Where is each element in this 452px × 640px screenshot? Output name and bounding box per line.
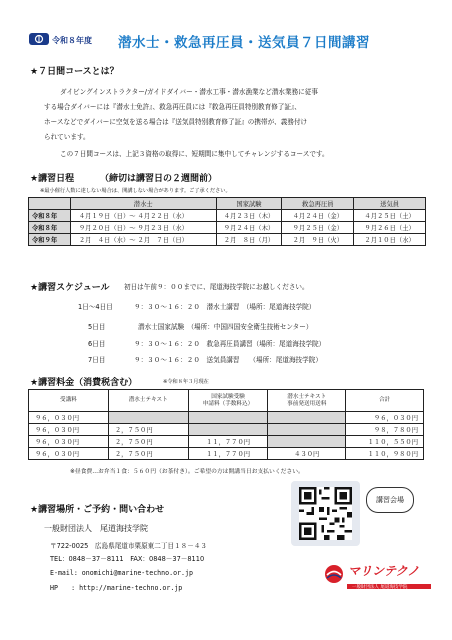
schedule-cell: ９月２５日（金） — [282, 222, 354, 234]
schedule-cell: ２月 ９日（火） — [282, 234, 354, 246]
contact-title: ★講習場所・ご予約・問い合わせ — [30, 505, 165, 515]
timetable-day: 7日目 — [88, 356, 106, 364]
contact-phone: TEL：0848－37－8111 FAX：0848－37－8110 — [50, 555, 205, 563]
schedule-cell: ４月１９日（日）～ ４月２２日（水） — [70, 210, 216, 222]
schedule-cell: 令和８年 — [29, 222, 71, 234]
fees-header-cell: 受講料 — [29, 390, 109, 412]
timetable-note: 初日は午前９：００までに、尾道海技学院にお越しください。 — [124, 283, 309, 291]
schedule-header-cell — [29, 198, 71, 210]
schedule-cell: ２月１０日（水） — [354, 234, 426, 246]
schedule-table — [28, 197, 426, 246]
table-row — [29, 424, 424, 436]
fees-cell — [268, 412, 346, 424]
schedule-cell: ２月 ４日（水）～ ２月 ７日（日） — [70, 234, 216, 246]
table-row — [29, 448, 424, 460]
fees-cell — [268, 424, 346, 436]
fees-cell: ４３０円 — [268, 448, 346, 460]
fees-footnote: ※昼食費…お弁当１食：５６０円（お茶付き）。ご希望の方は開講当日お支払いください。 — [70, 469, 304, 475]
fees-cell — [188, 424, 268, 436]
fees-cell: １１０，９８０円 — [346, 448, 424, 460]
header-year: 令和８年度 — [52, 36, 92, 45]
timetable-day: 1日～4日目 — [78, 303, 113, 311]
fees-cell: ９６，０３０円 — [29, 436, 109, 448]
schedule-cell: ９月２６日（土） — [354, 222, 426, 234]
logo-subtext: 一般財団法人 尾道海技学院 — [352, 585, 408, 590]
schedule-cell: ９月２４日（木） — [216, 222, 282, 234]
contact-org: 一般財団法人 尾道海技学院 — [44, 524, 148, 533]
timetable-text: ９：３０～１６：２０ 救急再圧員講習（場所：尾道海技学院） — [134, 340, 326, 348]
schedule-header-cell: 潜水士 — [70, 198, 216, 210]
fees-cell — [108, 412, 188, 424]
table-row — [29, 436, 424, 448]
fees-cell: ９６，０３０円 — [346, 412, 424, 424]
fees-cell — [188, 412, 268, 424]
timetable-text: 潜水士国家試験 （場所：中国四国安全衛生技術センター） — [138, 323, 313, 331]
fees-cell: １１，７７０円 — [188, 448, 268, 460]
fees-header-cell: 国家試験受験 申請料（手数料込） — [188, 390, 268, 412]
fees-cell: １１０，５５０円 — [346, 436, 424, 448]
timetable-day: 6日目 — [88, 340, 106, 348]
contact-hp-link[interactable]: HP : http://marine-techno.or.jp — [50, 584, 183, 592]
schedule-cell: ４月２３日（木） — [216, 210, 282, 222]
schedule-note: ※最小催行人数に達しない場合は、開講しない場合があります。ご了承ください。 — [40, 188, 231, 194]
fees-header-row — [29, 390, 424, 412]
timetable-title: ★講習スケジュール — [30, 283, 110, 293]
timetable-text: ９：３０～１６：２０ 潜水士講習 （場所：尾道海技学院） — [134, 303, 316, 311]
anchor-emblem-icon — [28, 32, 50, 46]
contact-email-link[interactable]: E-mail: onomichi@marine-techno.or.jp — [50, 569, 193, 577]
fees-cell — [268, 436, 346, 448]
fees-header-cell: 合計 — [346, 390, 424, 412]
fees-cell: １１，７７０円 — [188, 436, 268, 448]
logo-text: マリンテクノ — [348, 564, 420, 578]
about-line: ダイビングインストラクター/ガイドダイバー・潜水工事・潜水漁業など潜水業務に従事 — [60, 88, 318, 96]
schedule-cell: ４月２５日（土） — [354, 210, 426, 222]
fees-cell: ２，７５０円 — [108, 436, 188, 448]
schedule-cell: ２月 ８日（月） — [216, 234, 282, 246]
about-line: られています。 — [44, 133, 90, 141]
table-row — [29, 412, 424, 424]
fees-cell: ９８，７８０円 — [346, 424, 424, 436]
schedule-cell: ４月２４日（金） — [282, 210, 354, 222]
schedule-subtitle: （締切は講習日の２週間前） — [100, 174, 218, 184]
schedule-header-cell: 国家試験 — [216, 198, 282, 210]
contact-address: 〒722-0025 広島県尾道市栗原東二丁目１８－４３ — [50, 542, 208, 550]
schedule-title: ★講習日程 — [30, 174, 75, 184]
page-title: 潜水士・救急再圧員・送気員７日間講習 — [118, 35, 370, 51]
table-row — [29, 222, 426, 234]
fees-header-cell: 潜水士テキスト — [108, 390, 188, 412]
about-line: この７日間コースは、上記３資格の取得に、短期間に集中してチャレンジするコースです。 — [60, 150, 329, 158]
about-line: する場合ダイバーには『潜水士免許』、救急再圧員には『救急再圧員特別教育修了証』、 — [44, 103, 301, 111]
schedule-header-row — [29, 198, 426, 210]
table-row — [29, 234, 426, 246]
schedule-cell: 令和９年 — [29, 234, 71, 246]
schedule-header-cell: 救急再圧員 — [282, 198, 354, 210]
fees-cell: ９６，０３０円 — [29, 424, 109, 436]
timetable-day: 5日目 — [88, 323, 106, 331]
schedule-cell: 令和８年 — [29, 210, 71, 222]
fees-cell: ２，７５０円 — [108, 448, 188, 460]
venue-bubble: 講習会場 — [366, 487, 414, 513]
fees-header-cell: 潜水士テキスト 事前発送用送料 — [268, 390, 346, 412]
fees-note: ※令和８年３月現在 — [163, 379, 209, 385]
fees-title: ★講習料金（消費税含む） — [30, 378, 138, 388]
table-row — [29, 210, 426, 222]
fees-cell: ９６，０３０円 — [29, 448, 109, 460]
fees-table — [28, 389, 424, 460]
about-line: ホースなどでダイバーに空気を送る場合は『送気員特別教育修了証』の携帯が、義務付け — [44, 118, 308, 126]
schedule-header-cell: 送気員 — [354, 198, 426, 210]
schedule-cell: ９月２０日（日）～ ９月２３日（水） — [70, 222, 216, 234]
timetable-text: ９：３０～１６：２０ 送気員講習 （場所：尾道海技学院） — [134, 356, 322, 364]
fees-cell: ９６，０３０円 — [29, 412, 109, 424]
qr-code-icon[interactable] — [299, 487, 352, 540]
fees-cell: ２，７５０円 — [108, 424, 188, 436]
about-title: ★７日間コースとは？ — [30, 67, 119, 77]
